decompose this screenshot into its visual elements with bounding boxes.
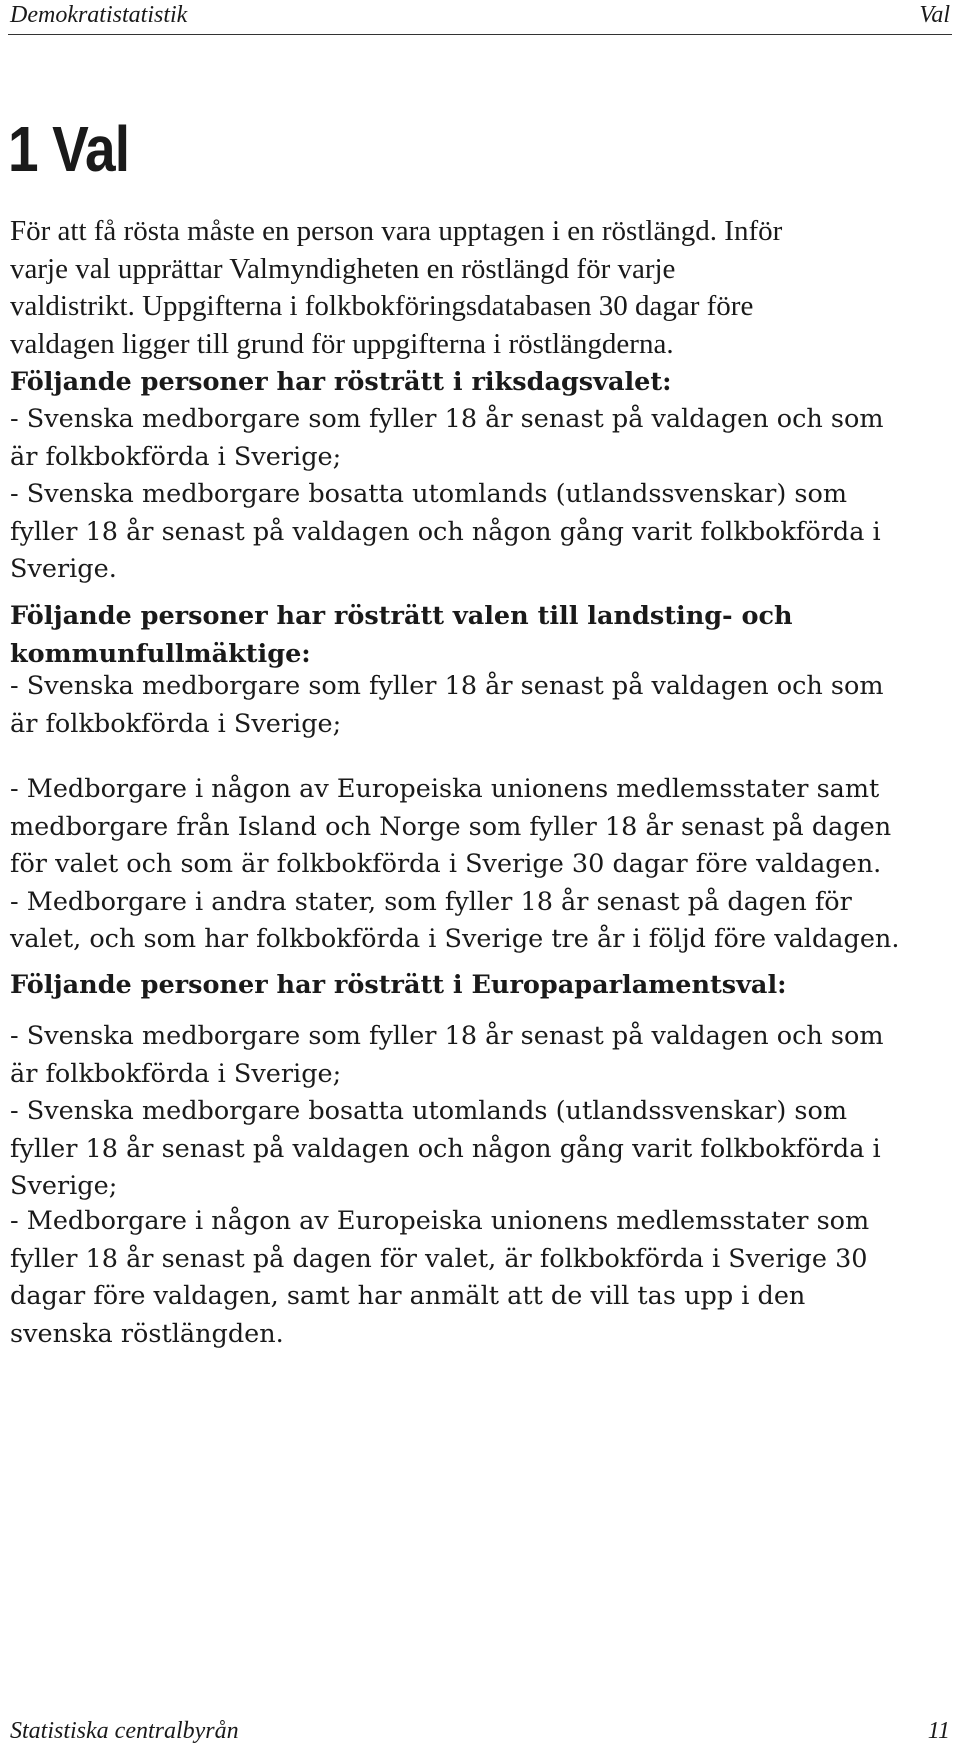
section-heading-riksdagsval: Följande personer har rösträtt i riksdagsvalet: [10, 367, 672, 397]
running-footer [8, 1718, 952, 1748]
footer-publisher: Statistiska centralbyrån [10, 1718, 239, 1744]
section-paragraph-riksdagsval: - Svenska medborgare som fyller 18 år senast på valdagen och som är folkbokförda i Sverige; - Svenska medborgare bosatta utomlands (utlandssvenskar) som fyller 18 år senast på valdagen och någon gång varit folkbokförda i Sverige. [10, 404, 884, 584]
section-paragraph-landsting-kommun-2: - Medborgare i någon av Europeiska unionens medlemsstater samt medborgare från Island och Norge som fyller 18 år senast på dagen för valet och som är folkbokförda i Sverige 30 dagar före valdagen. - Medborgare i andra stater, som fyller 18 år senast på dagen för valet, och som har folkbokförda i Sverige tre år i följd före valdagen. [10, 774, 900, 954]
page-number: 11 [927, 1718, 950, 1744]
section-paragraph-europaparlament-2: - Medborgare i någon av Europeiska unionens medlemsstater som fyller 18 år senast på dagen för valet, är folkbokförda i Sverige 30 dagar före valdagen, samt har anmält att de vill tas upp i den svenska röstlängden. [10, 1206, 870, 1349]
intro-paragraph: För att få rösta måste en person vara upptagen i en röstlängd. Inför varje val upprättar Valmyndigheten en röstlängd för varje valdistrikt. Uppgifterna i folkbokföringsdatabasen 30 dagar före valdagen ligger till grund för uppgifterna i röstlängderna. [10, 215, 783, 360]
chapter-title: 1 Val [8, 113, 130, 185]
section-paragraph-europaparlament-1: - Svenska medborgare som fyller 18 år senast på valdagen och som är folkbokförda i Sverige; - Svenska medborgare bosatta utomlands (utlandssvenskar) som fyller 18 år senast på valdagen och någon gång varit folkbokförda i Sverige; [10, 1021, 884, 1201]
running-header [8, 0, 952, 35]
section-heading-landsting-kommun: Följande personer har rösträtt valen till landsting- och kommunfullmäktige: [10, 601, 793, 669]
section-paragraph-landsting-kommun-1: - Svenska medborgare som fyller 18 år senast på valdagen och som är folkbokförda i Sverige; [10, 671, 884, 739]
section-heading-europaparlament: Följande personer har rösträtt i Europaparlamentsval: [10, 970, 787, 1000]
header-chapter-name: Val [919, 2, 950, 28]
header-publication-title: Demokratistatistik [10, 2, 188, 28]
